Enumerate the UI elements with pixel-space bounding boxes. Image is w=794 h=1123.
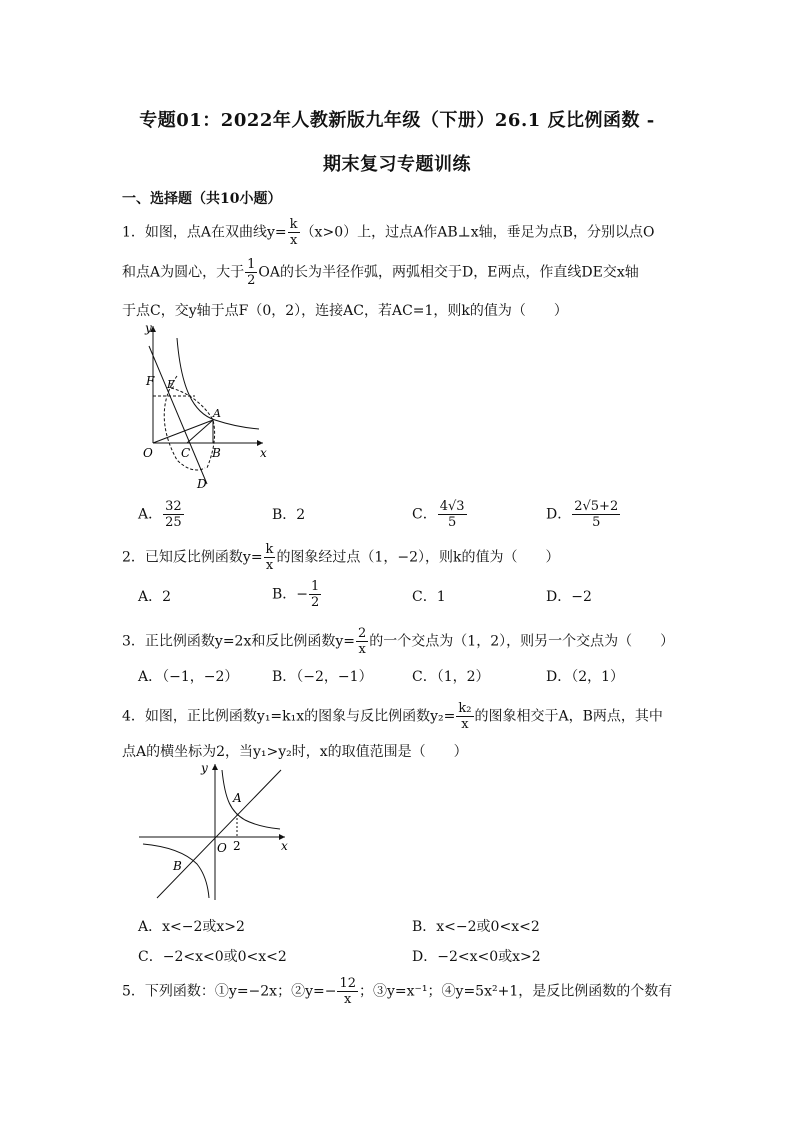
- q5-frac-den: x: [344, 992, 352, 1007]
- q1-option-c-fraction: [438, 500, 467, 529]
- q1-label-b: B: [212, 446, 221, 460]
- q1-option-d[interactable]: [546, 500, 621, 529]
- q1-option-a-label: A．: [138, 506, 163, 523]
- q3-text-b: 的一个交点为（1，2），则另一个交点为（ ）: [369, 633, 675, 650]
- q3-option-b[interactable]: B．（−2，−1）: [272, 669, 373, 685]
- q1-frac-den: x: [289, 233, 298, 248]
- q1-option-a-fraction: [163, 500, 184, 529]
- q4-fraction: [456, 702, 473, 731]
- q1-label-f: F: [146, 374, 155, 388]
- q1-line1: [122, 218, 654, 247]
- q3-option-c[interactable]: C．（1，2）: [412, 669, 490, 685]
- q4-line1: [122, 702, 663, 731]
- q2-stem: [122, 543, 559, 572]
- q1-option-a[interactable]: [138, 500, 185, 529]
- q1-fraction-half: [245, 258, 257, 287]
- q1-option-d-fraction: [572, 500, 620, 529]
- q2-text-a: 2．已知反比例函数y=: [122, 549, 263, 566]
- q5-stem: [122, 977, 672, 1006]
- q5-text-b: ；③y=x⁻¹；④y=5x²+1，是反比例函数的个数有: [359, 983, 673, 1000]
- q4-figure: [135, 760, 295, 905]
- q5-frac-num: 12: [339, 976, 356, 991]
- q4-option-b[interactable]: B．x<−2或0<x<2: [412, 919, 540, 935]
- q1-label-o: O: [143, 446, 153, 460]
- q1-option-c-num: 4√3: [439, 499, 465, 514]
- q1-half-num: 1: [247, 257, 256, 272]
- q2-frac-num: k: [265, 542, 274, 557]
- q1-line2: [122, 258, 639, 287]
- q2-option-b-fraction: [309, 580, 321, 609]
- q4-option-a[interactable]: A．x<−2或x>2: [138, 919, 245, 935]
- q4-label-x: x: [281, 839, 288, 853]
- q1-segment-oa: [153, 420, 213, 443]
- q4-label-a: A: [233, 791, 242, 805]
- q2-fraction: [264, 543, 276, 572]
- q4-label-2: 2: [233, 839, 241, 853]
- q1-text-c: 和点A为圆心，大于: [122, 264, 245, 281]
- q1-text-a: 1．如图，点A在双曲线y=: [122, 224, 287, 241]
- q1-option-d-label: D．: [546, 506, 572, 523]
- q4-label-o: O: [217, 841, 227, 855]
- q4-label-b: B: [173, 859, 182, 873]
- q1-label-x: x: [260, 446, 267, 460]
- q2-option-a[interactable]: A．2: [138, 589, 172, 605]
- q4-hyperbola-right: [222, 770, 280, 829]
- q2-option-c[interactable]: C．1: [412, 589, 446, 605]
- page-title-line1: 专题01：2022年人教新版九年级（下册）26.1 反比例函数 -: [139, 110, 655, 131]
- q1-text-b: （x>0）上，过点A作AB⊥x轴，垂足为点B，分别以点O: [300, 224, 655, 241]
- q1-frac-num: k: [289, 217, 298, 232]
- q5-fraction: [337, 977, 358, 1006]
- q1-option-b[interactable]: B．2: [272, 507, 306, 523]
- q3-text-a: 3．正比例函数y=2x和反比例函数y=: [122, 633, 355, 650]
- q4-label-y: y: [201, 761, 208, 775]
- q4-text-a: 4．如图，正比例函数y₁=k₁x的图象与反比例函数y₂=: [122, 708, 456, 725]
- q2-option-b[interactable]: [272, 580, 322, 609]
- q3-stem: [122, 627, 674, 656]
- q1-option-c-den: 5: [447, 515, 457, 530]
- q1-option-c-label: C．: [412, 506, 437, 523]
- q4-frac-den: x: [461, 717, 469, 732]
- q1-option-d-den: 5: [592, 515, 601, 530]
- q1-line-de: [149, 346, 207, 484]
- q1-segment-ca: [187, 420, 213, 443]
- q4-option-d[interactable]: D．−2<x<0或x>2: [412, 949, 541, 965]
- q1-fraction-k-over-x: [288, 218, 300, 247]
- q1-figure: [135, 318, 275, 493]
- q4-option-c[interactable]: C．−2<x<0或0<x<2: [138, 949, 287, 965]
- q2-option-b-num: 1: [311, 579, 320, 594]
- q1-option-a-den: 25: [165, 515, 182, 530]
- q4-frac-num: k₂: [458, 701, 472, 716]
- q1-option-d-num: 2√5+2: [574, 499, 619, 514]
- q2-option-b-den: 2: [311, 595, 320, 610]
- q2-frac-den: x: [265, 558, 274, 573]
- q1-label-e: E: [167, 378, 176, 391]
- q2-option-b-label: B．−: [272, 586, 309, 603]
- q3-option-a[interactable]: A．（−1，−2）: [138, 669, 239, 685]
- q1-option-a-num: 32: [165, 499, 182, 514]
- q4-line2: 点A的横坐标为2，当y₁>y₂时，x的取值范围是（ ）: [122, 744, 468, 760]
- q2-option-d[interactable]: D．−2: [546, 589, 592, 605]
- q3-frac-num: 2: [358, 626, 367, 641]
- q4-text-b: 的图象相交于A，B两点，其中: [474, 708, 663, 725]
- q5-text-a: 5．下列函数：①y=−2x；②y=−: [122, 983, 337, 1000]
- q2-text-b: 的图象经过点（1，−2），则k的值为（ ）: [276, 549, 560, 566]
- q1-label-a: A: [213, 407, 221, 420]
- q1-label-y: y: [145, 321, 152, 335]
- q3-option-d[interactable]: D．（2，1）: [546, 669, 625, 685]
- page-title-line2: 期末复习专题训练: [323, 154, 471, 175]
- q4-line: [157, 770, 281, 898]
- q1-half-den: 2: [247, 273, 256, 288]
- q3-frac-den: x: [358, 642, 366, 657]
- q1-label-c: C: [181, 446, 191, 460]
- section-heading: 一、选择题（共10小题）: [122, 191, 282, 207]
- q1-text-d: OA的长为半径作弧，两弧相交于D，E两点，作直线DE交x轴: [258, 264, 639, 281]
- q4-y-arrow: [212, 764, 218, 770]
- q1-option-c[interactable]: [412, 500, 468, 529]
- q1-line3: 于点C，交y轴于点F（0，2），连接AC，若AC=1，则k的值为（ ）: [122, 303, 568, 319]
- q1-label-d: D: [197, 477, 207, 491]
- q3-fraction: [356, 627, 368, 656]
